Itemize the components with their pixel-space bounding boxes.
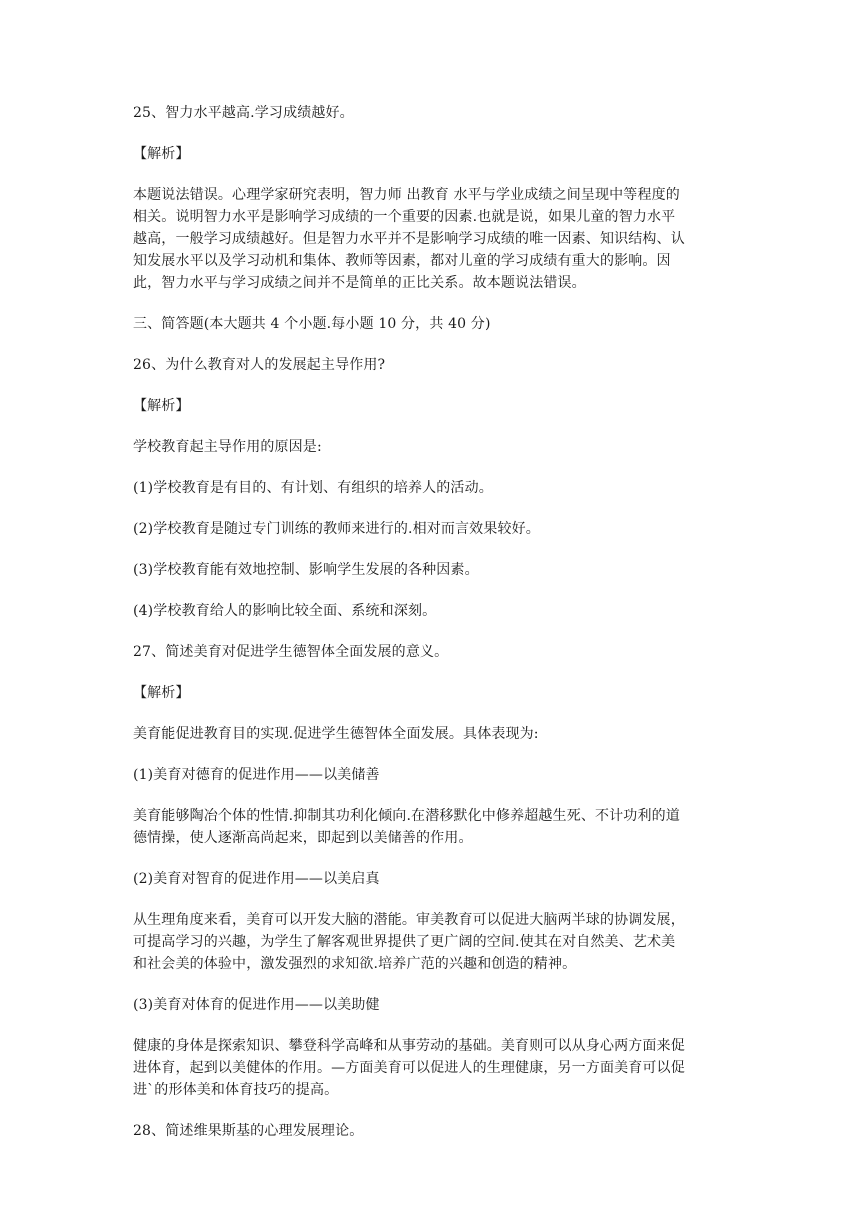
question-25-analysis bbox=[133, 184, 738, 294]
body-line: 进`的形体美和体育技巧的提高。 bbox=[133, 1082, 339, 1098]
question-26-point: (4)学校教育给人的影响比较全面、系统和深刻。 bbox=[133, 603, 437, 619]
analysis-line: 相关。说明智力水平是影响学习成绩的一个重要的因素.也就是说，如果儿童的智力水平 bbox=[133, 209, 676, 225]
body-line: 和社会美的体验中，激发强烈的求知欲.培养广范的兴趣和创造的精神。 bbox=[133, 956, 577, 972]
analysis-line: 本题说法错误。心理学家研究表明，智力师 出教育 水平与学业成绩之间呈现中等程度的 bbox=[133, 187, 680, 203]
body-line: 从生理角度来看，美育可以开发大脑的潜能。审美教育可以促进大脑两半球的协调发展， bbox=[133, 912, 685, 928]
body-line: 美育能够陶冶个体的性情.抑制其功利化倾向.在潜移默化中修养超越生死、不计功利的道 bbox=[133, 808, 680, 824]
question-26-intro: 学校教育起主导作用的原因是: bbox=[133, 439, 322, 455]
analysis-label: 【解析】 bbox=[133, 685, 190, 701]
body-line: 德情操，使人逐渐高尚起来，即起到以美储善的作用。 bbox=[133, 830, 473, 846]
analysis-label: 【解析】 bbox=[133, 398, 190, 414]
question-25-title: 25、智力水平越高.学习成绩越好。 bbox=[133, 105, 354, 121]
question-28-title: 28、简述维果斯基的心理发展理论。 bbox=[133, 1123, 364, 1139]
question-27-sub2-body bbox=[133, 909, 738, 975]
body-line: 健康的身体是探索知识、攀登科学高峰和从事劳动的基础。美育则可以从身心两方面来促 bbox=[133, 1038, 685, 1054]
body-line: 进体育，起到以美健体的作用。—方面美育可以促进人的生理健康，另一方面美育可以促 bbox=[133, 1060, 685, 1076]
question-27-sub3-heading: (3)美育对体育的促进作用——以美助健 bbox=[133, 997, 380, 1013]
body-line: 可提高学习的兴趣，为学生了解客观世界提供了更广阔的空间.使其在对自然美、艺术美 bbox=[133, 934, 676, 950]
question-27-sub1-body bbox=[133, 805, 738, 849]
analysis-line: 知发展水平以及学习动机和集体、教师等因素，都对儿童的学习成绩有重大的影响。因 bbox=[133, 253, 671, 269]
question-27-sub1-heading: (1)美育对德育的促进作用——以美储善 bbox=[133, 767, 380, 783]
section-3-heading: 三、简答题(本大题共 4 个小题.每小题 10 分，共 40 分) bbox=[133, 316, 491, 332]
question-26-point: (1)学校教育是有目的、有计划、有组织的培养人的活动。 bbox=[133, 480, 493, 496]
question-26-point: (2)学校教育是随过专门训练的教师来进行的.相对而言效果较好。 bbox=[133, 521, 540, 537]
question-27-title: 27、简述美育对促进学生德智体全面发展的意义。 bbox=[133, 644, 449, 660]
analysis-line: 越高，一般学习成绩越好。但是智力水平并不是影响学习成绩的唯一因素、知识结构、认 bbox=[133, 231, 685, 247]
question-27-sub3-body bbox=[133, 1035, 738, 1101]
question-27-intro: 美育能促进教育目的实现.促进学生德智体全面发展。具体表现为: bbox=[133, 726, 539, 742]
question-26-point: (3)学校教育能有效地控制、影响学生发展的各种因素。 bbox=[133, 562, 479, 578]
analysis-line: 此，智力水平与学习成绩之间并不是简单的正比关系。故本题说法错误。 bbox=[133, 275, 586, 291]
document-page bbox=[133, 102, 738, 1161]
question-27-sub2-heading: (2)美育对智育的促进作用——以美启真 bbox=[133, 871, 380, 887]
analysis-label: 【解析】 bbox=[133, 146, 190, 162]
question-26-title: 26、为什么教育对人的发展起主导作用? bbox=[133, 357, 386, 373]
